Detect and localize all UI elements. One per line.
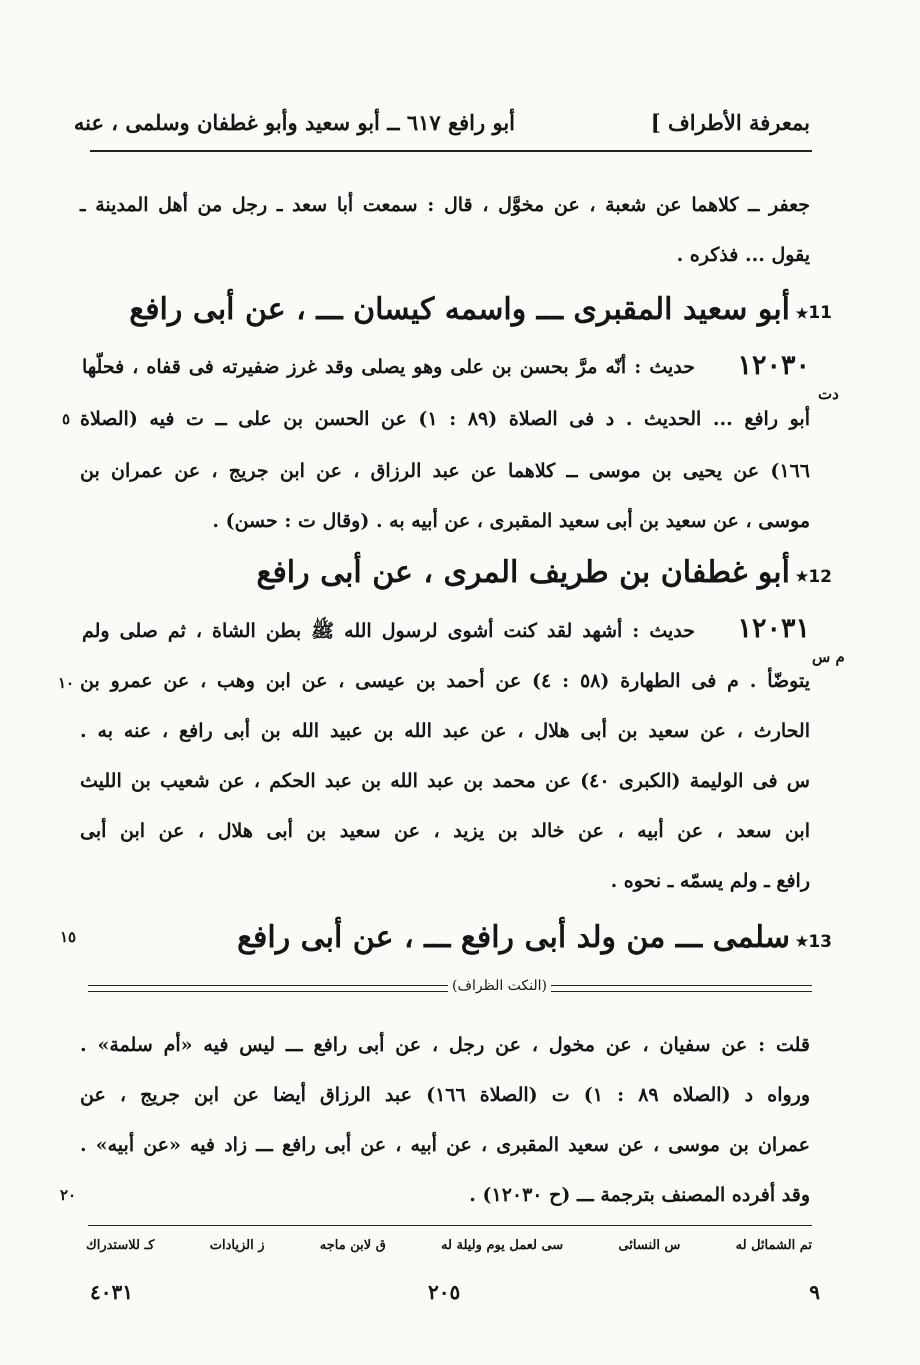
abbreviation-item: ز الزيادات <box>209 1238 265 1253</box>
page-number: ٢٠٥ <box>428 1280 461 1304</box>
abbreviation-item: تم الشمائل له <box>735 1238 812 1253</box>
hadith-line: حديث : أنّه مرَّ بحسن بن على وهو يصلى وقد غرز ضفيرته فى قفاه ، فحلّها <box>82 356 695 378</box>
hadith-number: ١٢٠٣٠ <box>737 350 810 381</box>
footnote-rule <box>88 1225 812 1226</box>
entry-heading: أبو سعيد المقبرى ـــ واسمه كيسان ـــ ، عن أبى رافع <box>129 292 790 327</box>
note-line: ورواه د (الصلاه ٨٩ : ١) ت (الصلاة ١٦٦) عبد الرزاق أيضا عن ابن جريج ، عن <box>80 1084 811 1106</box>
hadith-line: موسى ، عن سعيد بن أبى سعيد المقبرى ، عن أبيه به . (وقال ت : حسن) . <box>212 510 810 532</box>
entry-number: 13 <box>808 932 832 952</box>
running-header: أبو رافع ٦١٧ ــ أبو سعيد وأبو غطفان وسلمى ، عنه <box>73 110 515 135</box>
note-line: قلت : عن سفيان ، عن مخول ، عن رجل ، عن أبى رافع ـــ ليس فيه «أم سلمة» . <box>80 1034 810 1056</box>
hadith-line: رافع ـ ولم يسمّه ـ نحوه . <box>610 870 810 892</box>
entry-number: 12 <box>808 567 832 587</box>
source-code: م س <box>812 648 845 666</box>
hadith-line: الحارث ، عن سعيد بن أبى هلال ، عن عبد الله بن عبيد الله بن أبى رافع ، عنه به . <box>80 720 810 742</box>
volume-number: ٩ <box>809 1280 820 1304</box>
line-number: ٢٠ <box>60 1186 77 1204</box>
source-code: دت <box>818 385 839 403</box>
hadith-line: س فى الوليمة (الكبرى ٤٠) عن محمد بن عبد الله بن عبد الحكم ، عن شعيب بن الليث <box>80 770 810 792</box>
note-line: وقد أفرده المصنف بترجمة ـــ (ح ١٢٠٣٠) . <box>469 1184 810 1206</box>
divider-label: (النكت الظراف) <box>448 978 551 994</box>
hadith-line: ابن سعد ، عن أبيه ، عن خالد بن يزيد ، عن سعيد بن أبى هلال ، عن ابن أبى <box>80 820 810 842</box>
abbreviation-item: سى لعمل يوم وليلة له <box>441 1238 564 1253</box>
hadith-line: أبو رافع ... الحديث . د فى الصلاة (٨٩ : ١) عن الحسن بن على ــ ت فيه (الصلاة <box>80 408 810 430</box>
abbreviation-item: ق لابن ماجه <box>319 1238 386 1253</box>
hadith-line: ١٦٦) عن يحيى بن موسى ــ كلاهما عن عبد الرزاق ، عن ابن جريج ، عن عمران بن <box>80 460 810 482</box>
line-number: ١٥ <box>60 928 77 946</box>
hadith-range: ٤٠٣١ <box>90 1280 133 1304</box>
abbreviation-item: كـ للاستدراك <box>86 1238 155 1253</box>
note-line: عمران بن موسى ، عن سعيد المقبرى ، عن أبيه ، عن أبى رافع ـــ زاد فيه «عن أبيه» . <box>80 1134 810 1156</box>
abbreviation-legend <box>86 1238 812 1253</box>
star-icon: ٭ <box>796 928 808 954</box>
book-title: بمعرفة الأطراف ] <box>650 110 810 135</box>
hadith-number: ١٢٠٣١ <box>737 613 810 644</box>
hadith-line: حديث : أشهد لقد كنت أشوى لرسول الله ﷺ بطن الشاة ، ثم صلى ولم <box>82 620 695 642</box>
intro-line-1: جعفر ــ كلاهما عن شعبة ، عن مخوَّل ، قال : سمعت أبا سعد ـ رجل من أهل المدينة ـ <box>80 194 810 216</box>
header-rule <box>90 150 812 152</box>
hadith-line: يتوضّأ . م فى الطهارة (٥٨ : ٤) عن أحمد بن عيسى ، عن ابن وهب ، عن عمرو بن <box>80 670 811 692</box>
intro-line-2: يقول ... فذكره . <box>676 244 810 266</box>
entry-heading: سلمى ـــ من ولد أبى رافع ـــ ، عن أبى رافع <box>237 920 790 955</box>
abbreviation-item: س النسائى <box>618 1238 681 1253</box>
entry-number: 11 <box>808 303 832 323</box>
section-divider <box>88 978 812 996</box>
entry-heading: أبو غطفان بن طريف المرى ، عن أبى رافع <box>256 555 790 590</box>
star-icon: ٭ <box>796 300 808 326</box>
line-number: ٥ <box>62 410 71 428</box>
star-icon: ٭ <box>796 563 808 589</box>
line-number: ١٠ <box>58 674 75 692</box>
